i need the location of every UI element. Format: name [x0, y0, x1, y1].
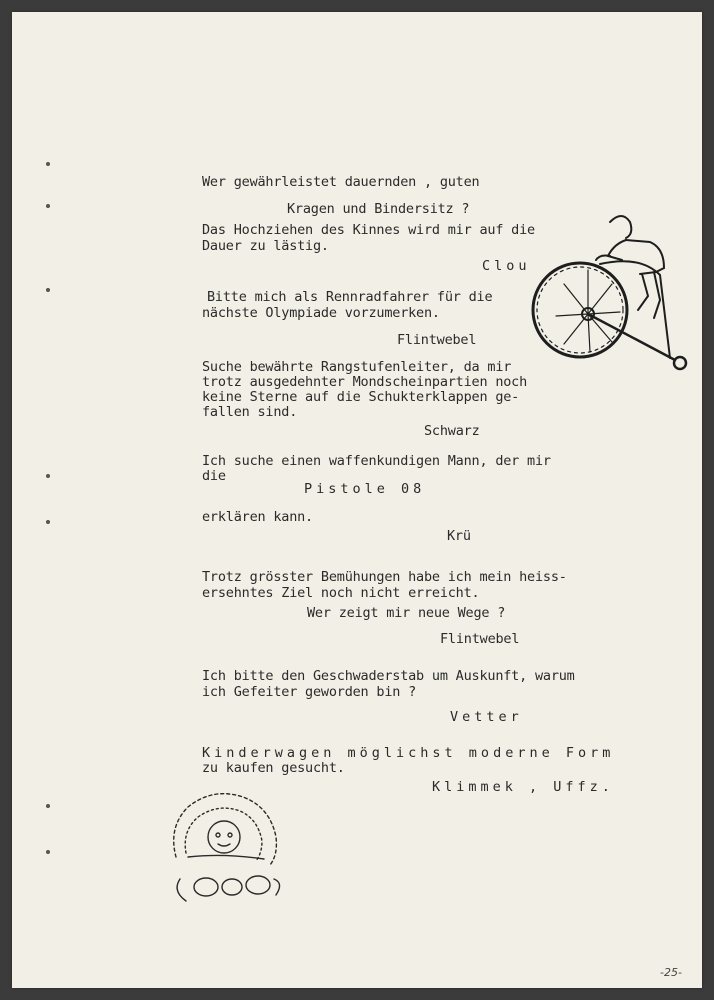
text-line: Wer gewährleistet dauernden , guten	[202, 174, 480, 190]
text-line: nächste Olympiade vorzumerken.	[202, 305, 440, 321]
text-line: Trotz grösster Bemühungen habe ich mein heiss-	[202, 569, 567, 585]
text-line: Wer zeigt mir neue Wege ?	[307, 605, 506, 621]
text-line: zu kaufen gesucht.	[202, 760, 345, 776]
text-line: ich Gefeiter geworden bin ?	[202, 684, 417, 700]
baby-drawing	[158, 787, 298, 907]
text-line: Pistole 08	[304, 481, 426, 497]
cyclist-drawing	[530, 200, 700, 375]
signature-clou: Clou	[482, 258, 531, 274]
text-line: Bitte mich als Rennradfahrer für die	[207, 289, 493, 305]
punch-hole-mark	[46, 474, 50, 478]
text-line: fallen sind.	[202, 404, 298, 420]
text-line: ersehntes Ziel noch nicht erreicht.	[202, 585, 480, 601]
signature-flintwebel: Flintwebel	[440, 631, 520, 647]
punch-hole-mark	[46, 804, 50, 808]
signature-flintwebel: Flintwebel	[397, 332, 477, 348]
text-line: Ich bitte den Geschwaderstab um Auskunft, warum	[202, 668, 575, 684]
document-page	[12, 12, 702, 988]
text-line: Ich suche einen waffenkundigen Mann, der mir	[202, 453, 551, 469]
text-line: Kragen und Bindersitz ?	[287, 201, 470, 217]
text-line: Suche bewährte Rangstufenleiter, da mir	[202, 359, 512, 375]
punch-hole-mark	[46, 162, 50, 166]
text-line: die	[202, 468, 226, 484]
signature-schwarz: Schwarz	[424, 423, 480, 439]
signature-klimmek: Klimmek , Uffz.	[432, 779, 614, 795]
punch-hole-mark	[46, 850, 50, 854]
punch-hole-mark	[46, 204, 50, 208]
text-line: keine Sterne auf die Schukterklappen ge-	[202, 389, 520, 405]
punch-hole-mark	[46, 520, 50, 524]
signature-kru: Krü	[447, 528, 471, 544]
text-line: erklären kann.	[202, 509, 313, 525]
text-line: Kinderwagen möglichst moderne Form	[202, 745, 615, 761]
signature-vetter: Vetter	[450, 709, 523, 725]
page-number: -25-	[660, 966, 682, 979]
text-line: Dauer zu lästig.	[202, 238, 329, 254]
text-line: Das Hochziehen des Kinnes wird mir auf die	[202, 222, 535, 238]
text-line: trotz ausgedehnter Mondscheinpartien noch	[202, 374, 528, 390]
punch-hole-mark	[46, 288, 50, 292]
